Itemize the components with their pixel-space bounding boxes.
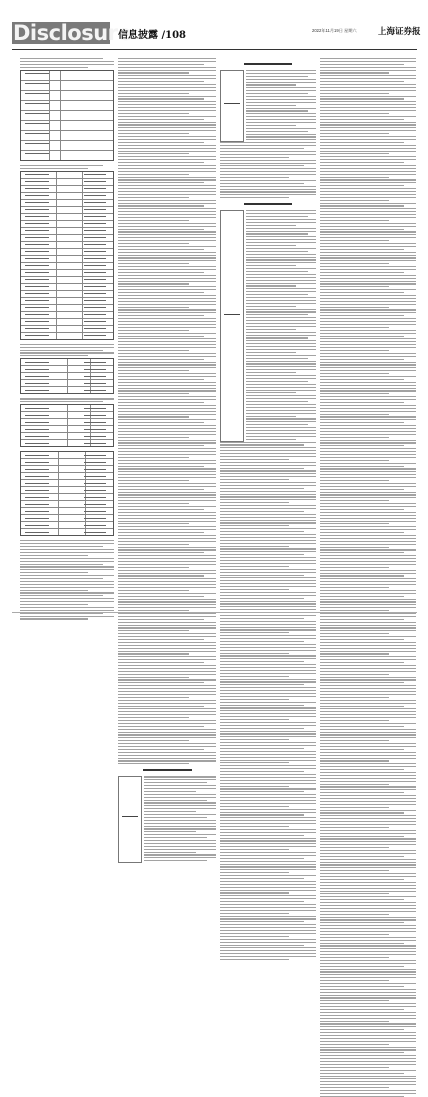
column-4 (320, 58, 416, 605)
bordered-section (118, 776, 216, 863)
summary-table (20, 451, 114, 536)
brand-label: Disclosure (13, 21, 132, 45)
brand-logo (12, 21, 132, 45)
share-table (20, 358, 114, 394)
section-heading (220, 201, 316, 207)
holding-table (20, 404, 114, 447)
masthead (12, 21, 421, 46)
section-title: 信息披露 /108 (118, 30, 187, 41)
header-rule (12, 49, 417, 50)
financial-table (20, 171, 114, 340)
bordered-section (220, 210, 316, 441)
issue-date: 2022年11月19日 星期六 (312, 28, 357, 33)
column-3 (220, 58, 316, 605)
column-2 (118, 58, 216, 605)
info-table (20, 70, 114, 161)
section-heading (118, 767, 216, 773)
section-heading (220, 61, 316, 67)
bordered-section (220, 70, 316, 142)
footer-rule (12, 612, 417, 613)
newspaper-name: 上海证券报 (378, 27, 421, 37)
column-1 (20, 58, 114, 605)
